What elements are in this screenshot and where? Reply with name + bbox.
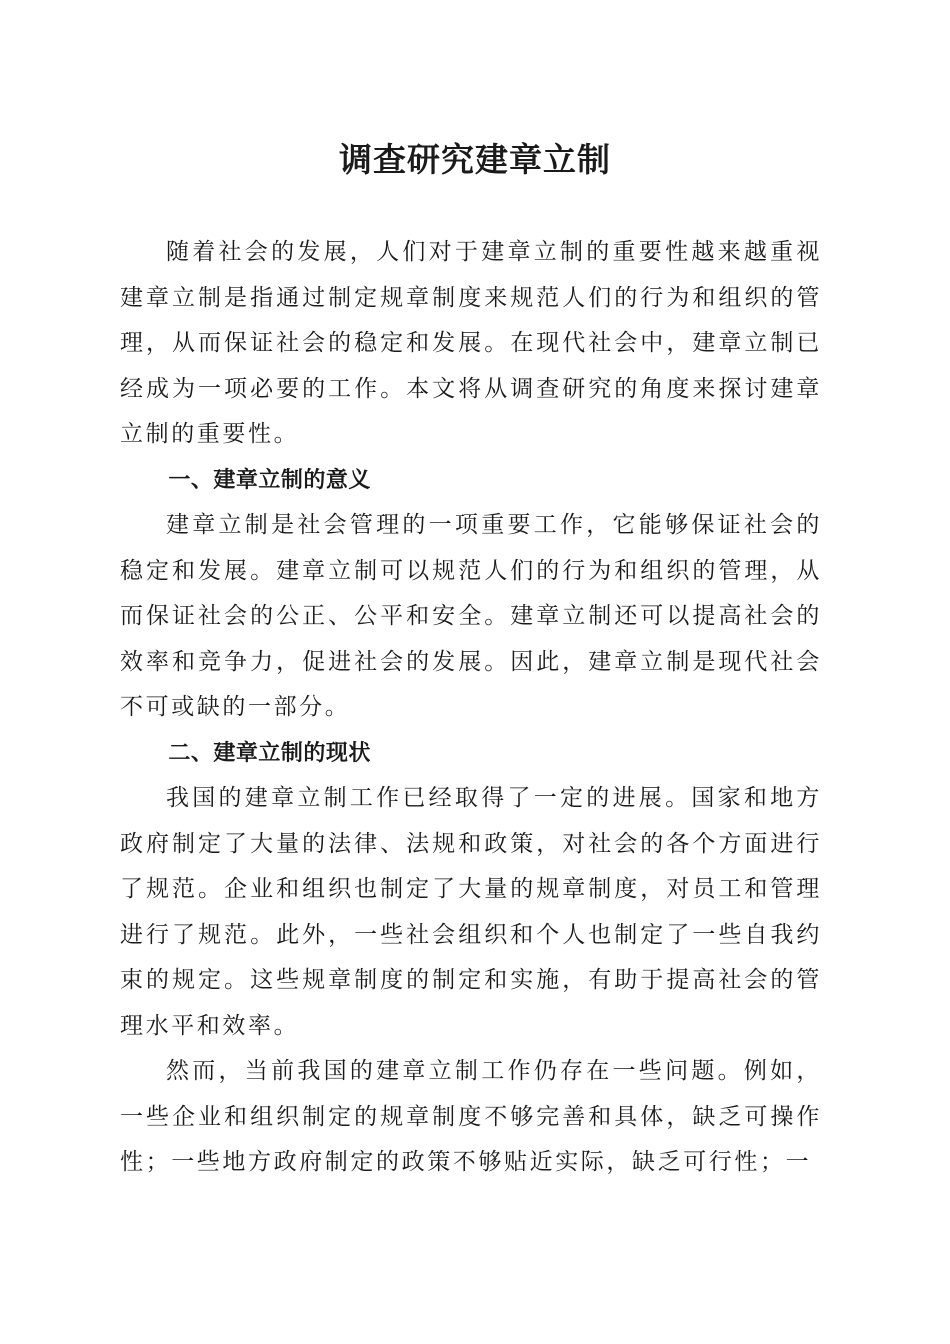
- paragraph-intro: 随着社会的发展，人们对于建章立制的重要性越来越重视建章立制是指通过制定规章制度来规范人们的行为和组织的管理，从而保证社会的稳定和发展。在现代社会中，建章立制已经成为一项必要的工作。本文将从调查研究的角度来探讨建章立制的重要性。: [120, 239, 822, 447]
- paragraph-problems: 然而，当前我国的建章立制工作仍存在一些问题。例如，一些企业和组织制定的规章制度不够完善和具体，缺乏可操作性；一些地方政府制定的政策不够贴近实际，缺乏可行性；一: [120, 1058, 822, 1175]
- document-title: 调查研究建章立制: [339, 140, 611, 179]
- section-heading-status: 二、建章立制的现状: [168, 740, 371, 766]
- document-body: [120, 230, 822, 1186]
- paragraph-status: 我国的建章立制工作已经取得了一定的进展。国家和地方政府制定了大量的法律、法规和政策，对社会的各个方面进行了规范。企业和组织也制定了大量的规章制度，对员工和管理进行了规范。此外，一些社会组织和个人也制定了一些自我约束的规定。这些规章制度的制定和实施，有助于提高社会的管理水平和效率。: [120, 785, 822, 1039]
- section-heading-significance: 一、建章立制的意义: [168, 467, 371, 493]
- paragraph-significance: 建章立制是社会管理的一项重要工作，它能够保证社会的稳定和发展。建章立制可以规范人们的行为和组织的管理，从而保证社会的公正、公平和安全。建章立制还可以提高社会的效率和竞争力，促进社会的发展。因此，建章立制是现代社会不可或缺的一部分。: [120, 512, 822, 720]
